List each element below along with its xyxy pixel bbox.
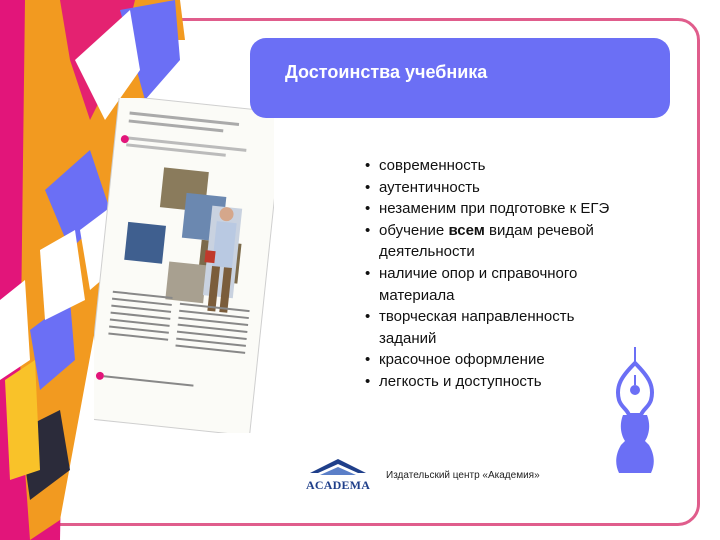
list-item (365, 220, 630, 263)
list-item: • незаменим при подготовке к ЕГЭ (365, 198, 630, 220)
publisher-name: Издательский центр «Академия» (386, 470, 540, 481)
advantages-list (365, 155, 630, 393)
book-cover-image (94, 98, 274, 433)
list-item: • легкость и доступность (365, 371, 630, 393)
list-item-bold: всем (448, 221, 485, 239)
list-item: • аутентичность (365, 177, 630, 199)
list-item: • красочное оформление (365, 349, 630, 371)
page-title: Достоинства учебника (285, 62, 488, 82)
list-item: • наличие опор и справочного материала (365, 263, 630, 306)
list-item-text: видам речевой деятельности (379, 221, 594, 261)
list-item: • творческая направленность заданий (365, 306, 630, 349)
fountain-pen-nib-icon (605, 345, 665, 475)
list-item: • современность (365, 155, 630, 177)
publisher-logo-text: ACADEMA (306, 478, 371, 492)
list-item-text: обучение (379, 221, 449, 239)
